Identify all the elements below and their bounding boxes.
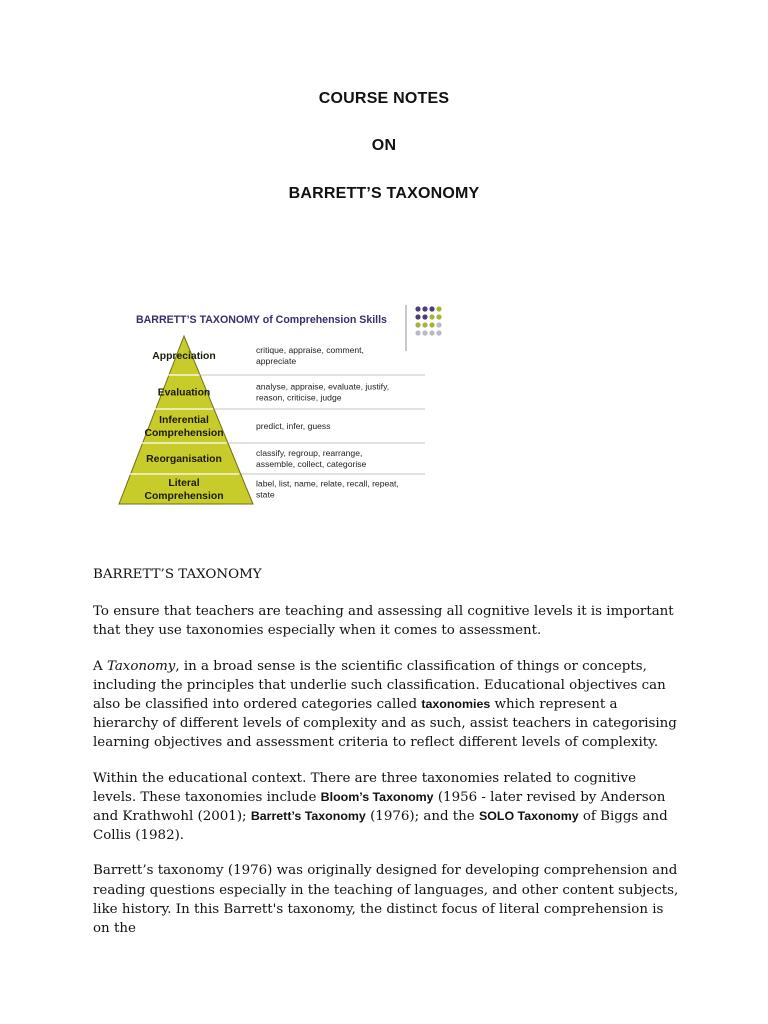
title-course-notes: COURSE NOTES (318, 90, 450, 107)
pyramid-level-name: Literal (168, 478, 200, 490)
dot-grid-dot (429, 322, 434, 327)
dot-grid-dot (422, 330, 427, 335)
paragraph-4: Barrett’s taxonomy (1976) was originally designed for developing comprehension and reading questions especially in the teaching of languages, and other content subjects, like history. In this Barrett's taxonomy, the distinct focus of literal comprehension is on the (93, 863, 679, 937)
decorative-dot-grid-icon (415, 306, 441, 335)
pyramid-level-name: Evaluation (157, 387, 211, 399)
pyramid-level-name: Reorganisation (146, 454, 222, 466)
barretts-taxonomy-keyword: Barrett’s Taxonomy (250, 809, 366, 824)
dot-grid-dot (436, 322, 441, 327)
p2-text-a: A (93, 658, 107, 674)
dot-grid-dot (415, 330, 420, 335)
level-verb-list: state (256, 489, 275, 500)
solo-taxonomy-keyword: SOLO Taxonomy (479, 809, 579, 824)
level-verb-list: reason, criticise, judge (256, 392, 342, 403)
pyramid-level-name: Inferential (159, 415, 209, 427)
level-verb-list: assemble, collect, categorise (256, 459, 367, 470)
paragraph-2 (93, 657, 683, 753)
dot-grid-dot (422, 306, 427, 311)
p3-text-d: of Biggs and Collis (1982). (93, 809, 668, 844)
dot-grid-dot (415, 314, 420, 319)
paragraph-1: To ensure that teachers are teaching and assessing all cognitive levels it is important that they use taxonomies especially when it comes to assessment. (93, 604, 674, 639)
dot-grid-dot (415, 306, 420, 311)
pyramid-level-name: Appreciation (152, 351, 216, 363)
title-barretts-taxonomy: BARRETT’S TAXONOMY (288, 185, 480, 202)
level-verb-list: label, list, name, relate, recall, repeat, (256, 478, 399, 489)
dot-grid-dot (436, 306, 441, 311)
taxonomy-term: Taxonomy (106, 658, 176, 674)
dot-grid-dot (422, 322, 427, 327)
taxonomies-keyword: taxonomies (421, 697, 491, 712)
p3-text-c: (1976); and the (365, 809, 479, 825)
document-body (93, 565, 683, 954)
pyramid-level-name: Comprehension (144, 491, 224, 503)
dot-grid-dot (429, 314, 434, 319)
level-verb-list: analyse, appraise, evaluate, justify, (256, 381, 390, 392)
section-heading: BARRETT’S TAXONOMY (93, 567, 262, 582)
blooms-taxonomy-keyword: Bloom’s Taxonomy (320, 789, 434, 804)
p2-text-c: which represent a hierarchy of different levels of complexity and as such, assist teachers in categorising learning objectives and assessment criteria to reflect different levels of complexity. (93, 697, 677, 751)
figure-title: BARRETT’S TAXONOMY of Comprehension Skills (136, 314, 387, 326)
dot-grid-dot (415, 322, 420, 327)
level-verb-list: predict, infer, guess (256, 421, 331, 432)
title-on: ON (371, 137, 397, 154)
level-verb-list: critique, appraise, comment, (256, 345, 364, 356)
barretts-taxonomy-figure (112, 298, 448, 512)
dot-grid-dot (436, 314, 441, 319)
dot-grid-dot (436, 330, 441, 335)
pyramid-level-name: Comprehension (144, 428, 224, 440)
dot-grid-dot (429, 330, 434, 335)
p3-text-b: (1956 - later revised by Anderson and Krathwohl (2001); (93, 789, 666, 825)
dot-grid-dot (422, 314, 427, 319)
p3-text-a: Within the educational context. There are three taxonomies related to cognitive levels. These taxonomies include (93, 770, 637, 805)
figure-divider-bar (405, 305, 407, 351)
level-verbs (256, 345, 399, 500)
p2-text-b: , in a broad sense is the scientific classification of things or concepts, including the principles that underlie such classification. Educational objectives can also be classified into ordered categories called (93, 658, 666, 713)
level-verb-list: classify, regroup, rearrange, (256, 448, 363, 459)
paragraph-3 (93, 769, 683, 846)
level-verb-list: appreciate (256, 356, 297, 367)
dot-grid-dot (429, 306, 434, 311)
